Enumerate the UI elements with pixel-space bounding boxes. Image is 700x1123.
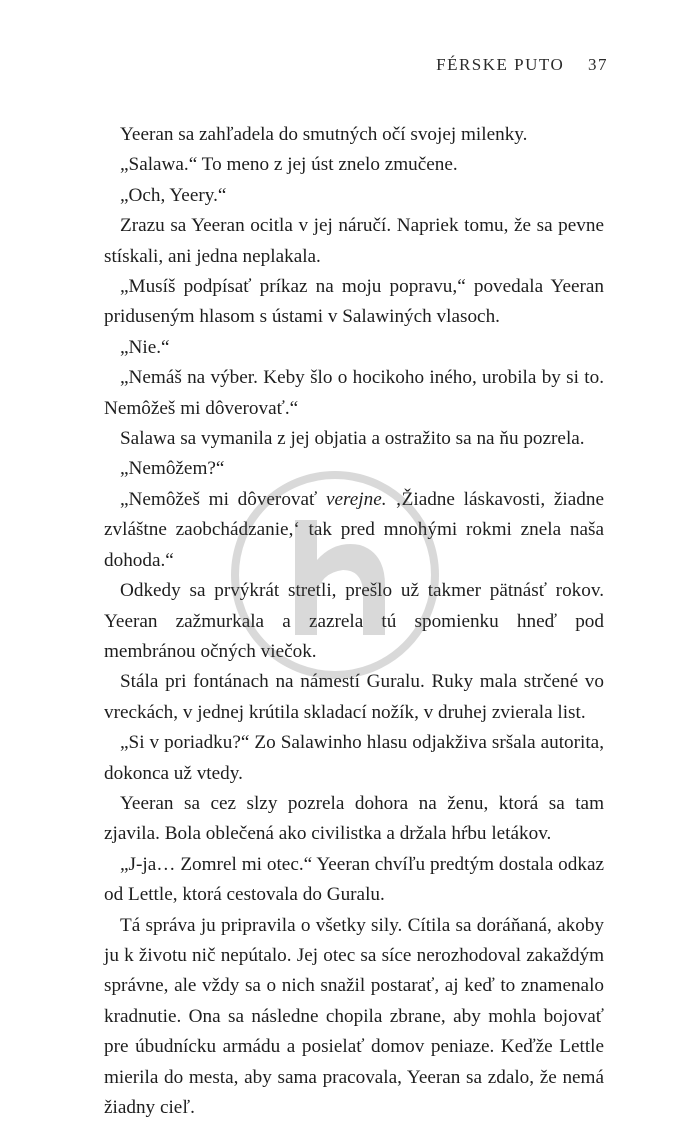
paragraph: Salawa sa vymanila z jej objatia a ostražito sa na ňu pozrela. bbox=[120, 428, 585, 450]
italic-word: verejne. bbox=[325, 488, 387, 510]
paragraph: Yeeran sa cez slzy pozrela dohora na ženu, ktorá sa tam zjavila. Bola oblečená ako civilistka a držala hŕbu letákov. bbox=[104, 792, 604, 845]
paragraph: „Nemáš na výber. Keby šlo o hocikoho iného, urobila by si to. Nemôžeš mi dôverovať.“ bbox=[104, 367, 604, 419]
italic-para-after: ‚Žiadne láskavosti, žiadne zvláštne zaobchádzanie,‘ tak pred mnohými rokmi znela naša dohoda.“ bbox=[104, 488, 604, 571]
page-body bbox=[104, 120, 604, 1123]
paragraph: „Musíš podpísať príkaz na moju popravu,“ povedala Yeeran priduseným hlasom s ústami v Salawiných vlasoch. bbox=[104, 276, 604, 328]
running-header bbox=[436, 55, 608, 75]
italic-para-before: „Nemôžeš mi dôverovať bbox=[120, 488, 326, 510]
paragraph: Yeeran sa zahľadela do smutných očí svojej milenky. bbox=[120, 124, 528, 145]
paragraph: „Nie.“ bbox=[120, 336, 170, 358]
page-number: 37 bbox=[588, 55, 608, 74]
paragraph: Tá správa ju pripravila o všetky sily. Cítila sa doráňaná, akoby ju k životu nič nepútalo. Jej otec sa síce nerozhodoval zakaždým správne, ale vždy sa o nich snažil postarať, aj keď to znamenalo kradnutie. Ona sa následne chopila zbrane, aby mohla bojovať pre úbudnícku armádu a posielať domov peniaze. Keďže Lettle mierila do mesta, aby sama pracovala, Yeeran sa zdalo, že nemá žiadny cieľ. bbox=[104, 914, 604, 1118]
paragraph: „J-ja… Zomrel mi otec.“ Yeeran chvíľu predtým dostala odkaz od Lettle, ktorá cestovala do Guralu. bbox=[104, 853, 604, 906]
paragraph: Stála pri fontánach na námestí Guralu. Ruky mala strčené vo vreckách, v jednej krútila skladací nožík, v druhej zvierala list. bbox=[104, 671, 604, 723]
paragraph: „Si v poriadku?“ Zo Salawinho hlasu odjakživa sršala autorita, dokonca už vtedy. bbox=[104, 732, 604, 784]
paragraph-with-italic bbox=[104, 485, 604, 576]
paragraph: Zrazu sa Yeeran ocitla v jej náručí. Napriek tomu, že sa pevne stískali, ani jedna neplakala. bbox=[104, 215, 604, 267]
running-title: FÉRSKE PUTO bbox=[436, 55, 565, 74]
paragraph: „Nemôžem?“ bbox=[120, 458, 225, 480]
paragraph: „Salawa.“ To meno z jej úst znelo zmučene. bbox=[120, 154, 458, 176]
paragraph: „Och, Yeery.“ bbox=[120, 184, 227, 206]
paragraph: Odkedy sa prvýkrát stretli, prešlo už takmer pätnásť rokov. Yeeran zažmurkala a zazrela tú spomienku hneď pod membránou očných viečok. bbox=[104, 580, 604, 662]
